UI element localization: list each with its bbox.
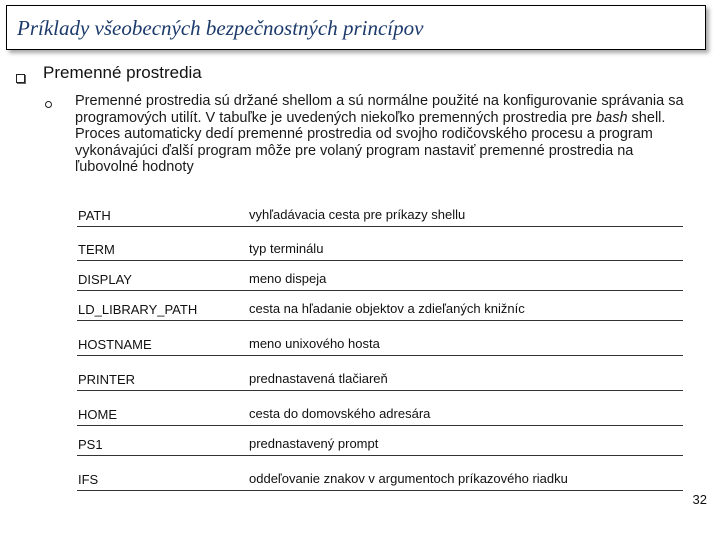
table-row xyxy=(77,391,683,426)
square-bullet-icon xyxy=(16,74,25,83)
variable-name: HOME xyxy=(78,407,117,422)
variable-name: IFS xyxy=(78,472,99,487)
table-row xyxy=(77,426,683,456)
table-row xyxy=(77,193,683,227)
variable-name: TERM xyxy=(78,242,115,257)
body-paragraph xyxy=(75,93,700,176)
table-row xyxy=(77,456,683,491)
variable-description: cesta do domovského adresára xyxy=(249,406,431,421)
variable-name: HOSTNAME xyxy=(78,337,152,352)
variable-description: meno unixového hosta xyxy=(249,336,380,351)
variable-description: prednastavený prompt xyxy=(249,436,379,451)
table-row xyxy=(77,261,683,291)
variable-description: typ terminálu xyxy=(249,241,324,256)
variable-description: oddeľovanie znakov v argumentoch príkazového riadku xyxy=(249,471,568,486)
paragraph-emphasis: bash xyxy=(596,109,628,126)
table-row xyxy=(77,291,683,321)
variable-name: LD_LIBRARY_PATH xyxy=(78,302,198,317)
variable-description: cesta na hľadanie objektov a zdieľaných knižníc xyxy=(249,301,525,316)
table-row xyxy=(77,356,683,391)
slide-title: Príklady všeobecných bezpečnostných princípov xyxy=(17,16,424,40)
environment-variables-table xyxy=(77,193,683,491)
variable-name: DISPLAY xyxy=(78,272,132,287)
variable-name: PS1 xyxy=(78,437,103,452)
table-row xyxy=(77,321,683,356)
circle-bullet-icon xyxy=(45,101,52,108)
paragraph-part-2: shell. Proces automaticky dedí premenné prostredia od svojho rodičovského procesu a program vykonávajúci ďalší program môže pre volaný program nastaviť premenné prostredia na ľubovolné hodnoty xyxy=(75,109,666,176)
slide-title-box xyxy=(6,5,706,50)
variable-name: PATH xyxy=(78,208,111,223)
variable-description: meno dispeja xyxy=(249,271,327,286)
variable-name: PRINTER xyxy=(78,372,136,387)
section-heading: Premenné prostredia xyxy=(43,63,202,82)
variable-description: prednastavená tlačiareň xyxy=(249,371,388,386)
variable-description: vyhľadávacia cesta pre príkazy shellu xyxy=(249,207,466,222)
page-number: 32 xyxy=(692,492,707,507)
table-row xyxy=(77,227,683,261)
paragraph-part-1: Premenné prostredia sú držané shellom a sú normálne použité na konfigurovanie správania sa programových utilít. V tabuľke je uvedených niekoľko premenných prostredia pre xyxy=(75,93,684,126)
